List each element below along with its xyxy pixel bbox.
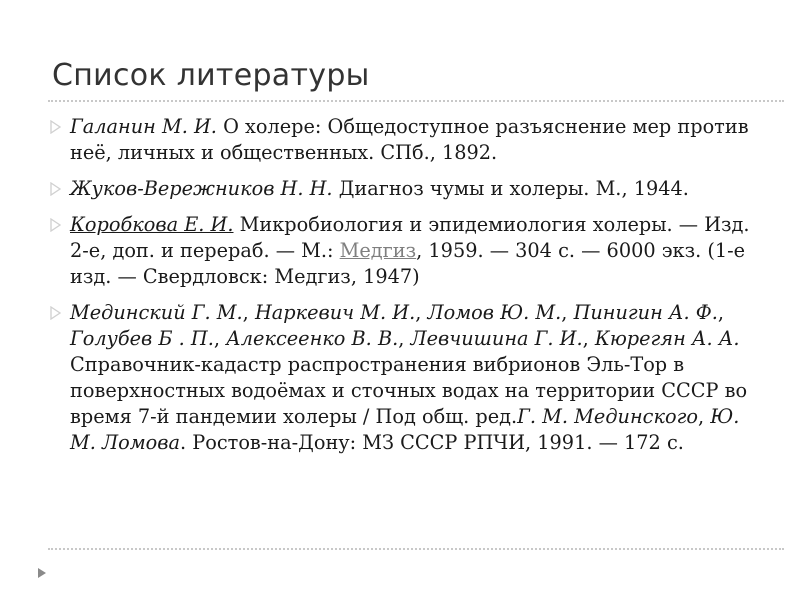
editor-name: Ю. М. Ломова (70, 405, 740, 454)
author-name: Голубев Б . П. (70, 327, 214, 350)
separator: , (213, 327, 227, 350)
play-arrow-icon[interactable] (36, 566, 48, 584)
list-item (48, 114, 762, 166)
author-name: Наркевич М. И. (254, 301, 416, 324)
separator: , (415, 301, 428, 324)
reference-text: , 1959. — 304 с. — 6000 экз. (1-е изд. — Свердловск: Медгиз, 1947) (70, 239, 746, 288)
reference-text: Микробиология и эпидемиология холеры. — Изд. 2-е, доп. и перераб. — М.: (70, 213, 750, 262)
reference-text: . Ростов-на-Дону: МЗ СССР РПЧИ, 1991. — 172 с. (180, 431, 684, 454)
author-name: Мединский Г. М. (70, 301, 243, 324)
author-name: Пинигин А. Ф. (573, 301, 718, 324)
hollow-arrow-bullet-icon (48, 306, 62, 320)
editor-name: Г. М. Мединского (517, 405, 698, 428)
slide-title: Список литературы (52, 58, 370, 93)
author-name: Левчишина Г. И. (410, 327, 583, 350)
reference-text: Диагноз чумы и холеры. М., 1944. (332, 177, 689, 200)
author-name: Галанин М. И. (70, 115, 217, 138)
separator: , (398, 327, 411, 350)
title-divider (48, 100, 784, 102)
list-item (48, 212, 762, 290)
bibliography-list (48, 114, 762, 466)
hollow-arrow-bullet-icon (48, 182, 62, 196)
separator: , (697, 405, 711, 428)
hollow-arrow-bullet-icon (48, 218, 62, 232)
publisher-link[interactable]: Медгиз (339, 239, 417, 262)
separator: , (242, 301, 255, 324)
author-name: Кюрегян А. А. (594, 327, 740, 350)
separator: , (717, 301, 725, 324)
author-name: Алексеенко В. В. (226, 327, 399, 350)
reference-text: Справочник-кадастр распространения вибрионов Эль-Тор в поверхностных водоёмах и сточных водах на территории СССР во время 7-й пандемии холеры / Под общ. ред. (70, 353, 748, 428)
author-link[interactable]: Коробкова Е. И. (70, 213, 234, 236)
separator: , (582, 327, 595, 350)
list-item (48, 176, 762, 202)
footer-divider (48, 548, 784, 550)
author-name: Ломов Ю. М. (427, 301, 562, 324)
reference-text: О холере: Общедоступное разъяснение мер против неё, личных и общественных. СПб., 1892. (70, 115, 749, 164)
author-name: Жуков-Вережников Н. Н. (70, 177, 333, 200)
list-item (48, 300, 762, 456)
hollow-arrow-bullet-icon (48, 120, 62, 134)
separator: , (561, 301, 574, 324)
